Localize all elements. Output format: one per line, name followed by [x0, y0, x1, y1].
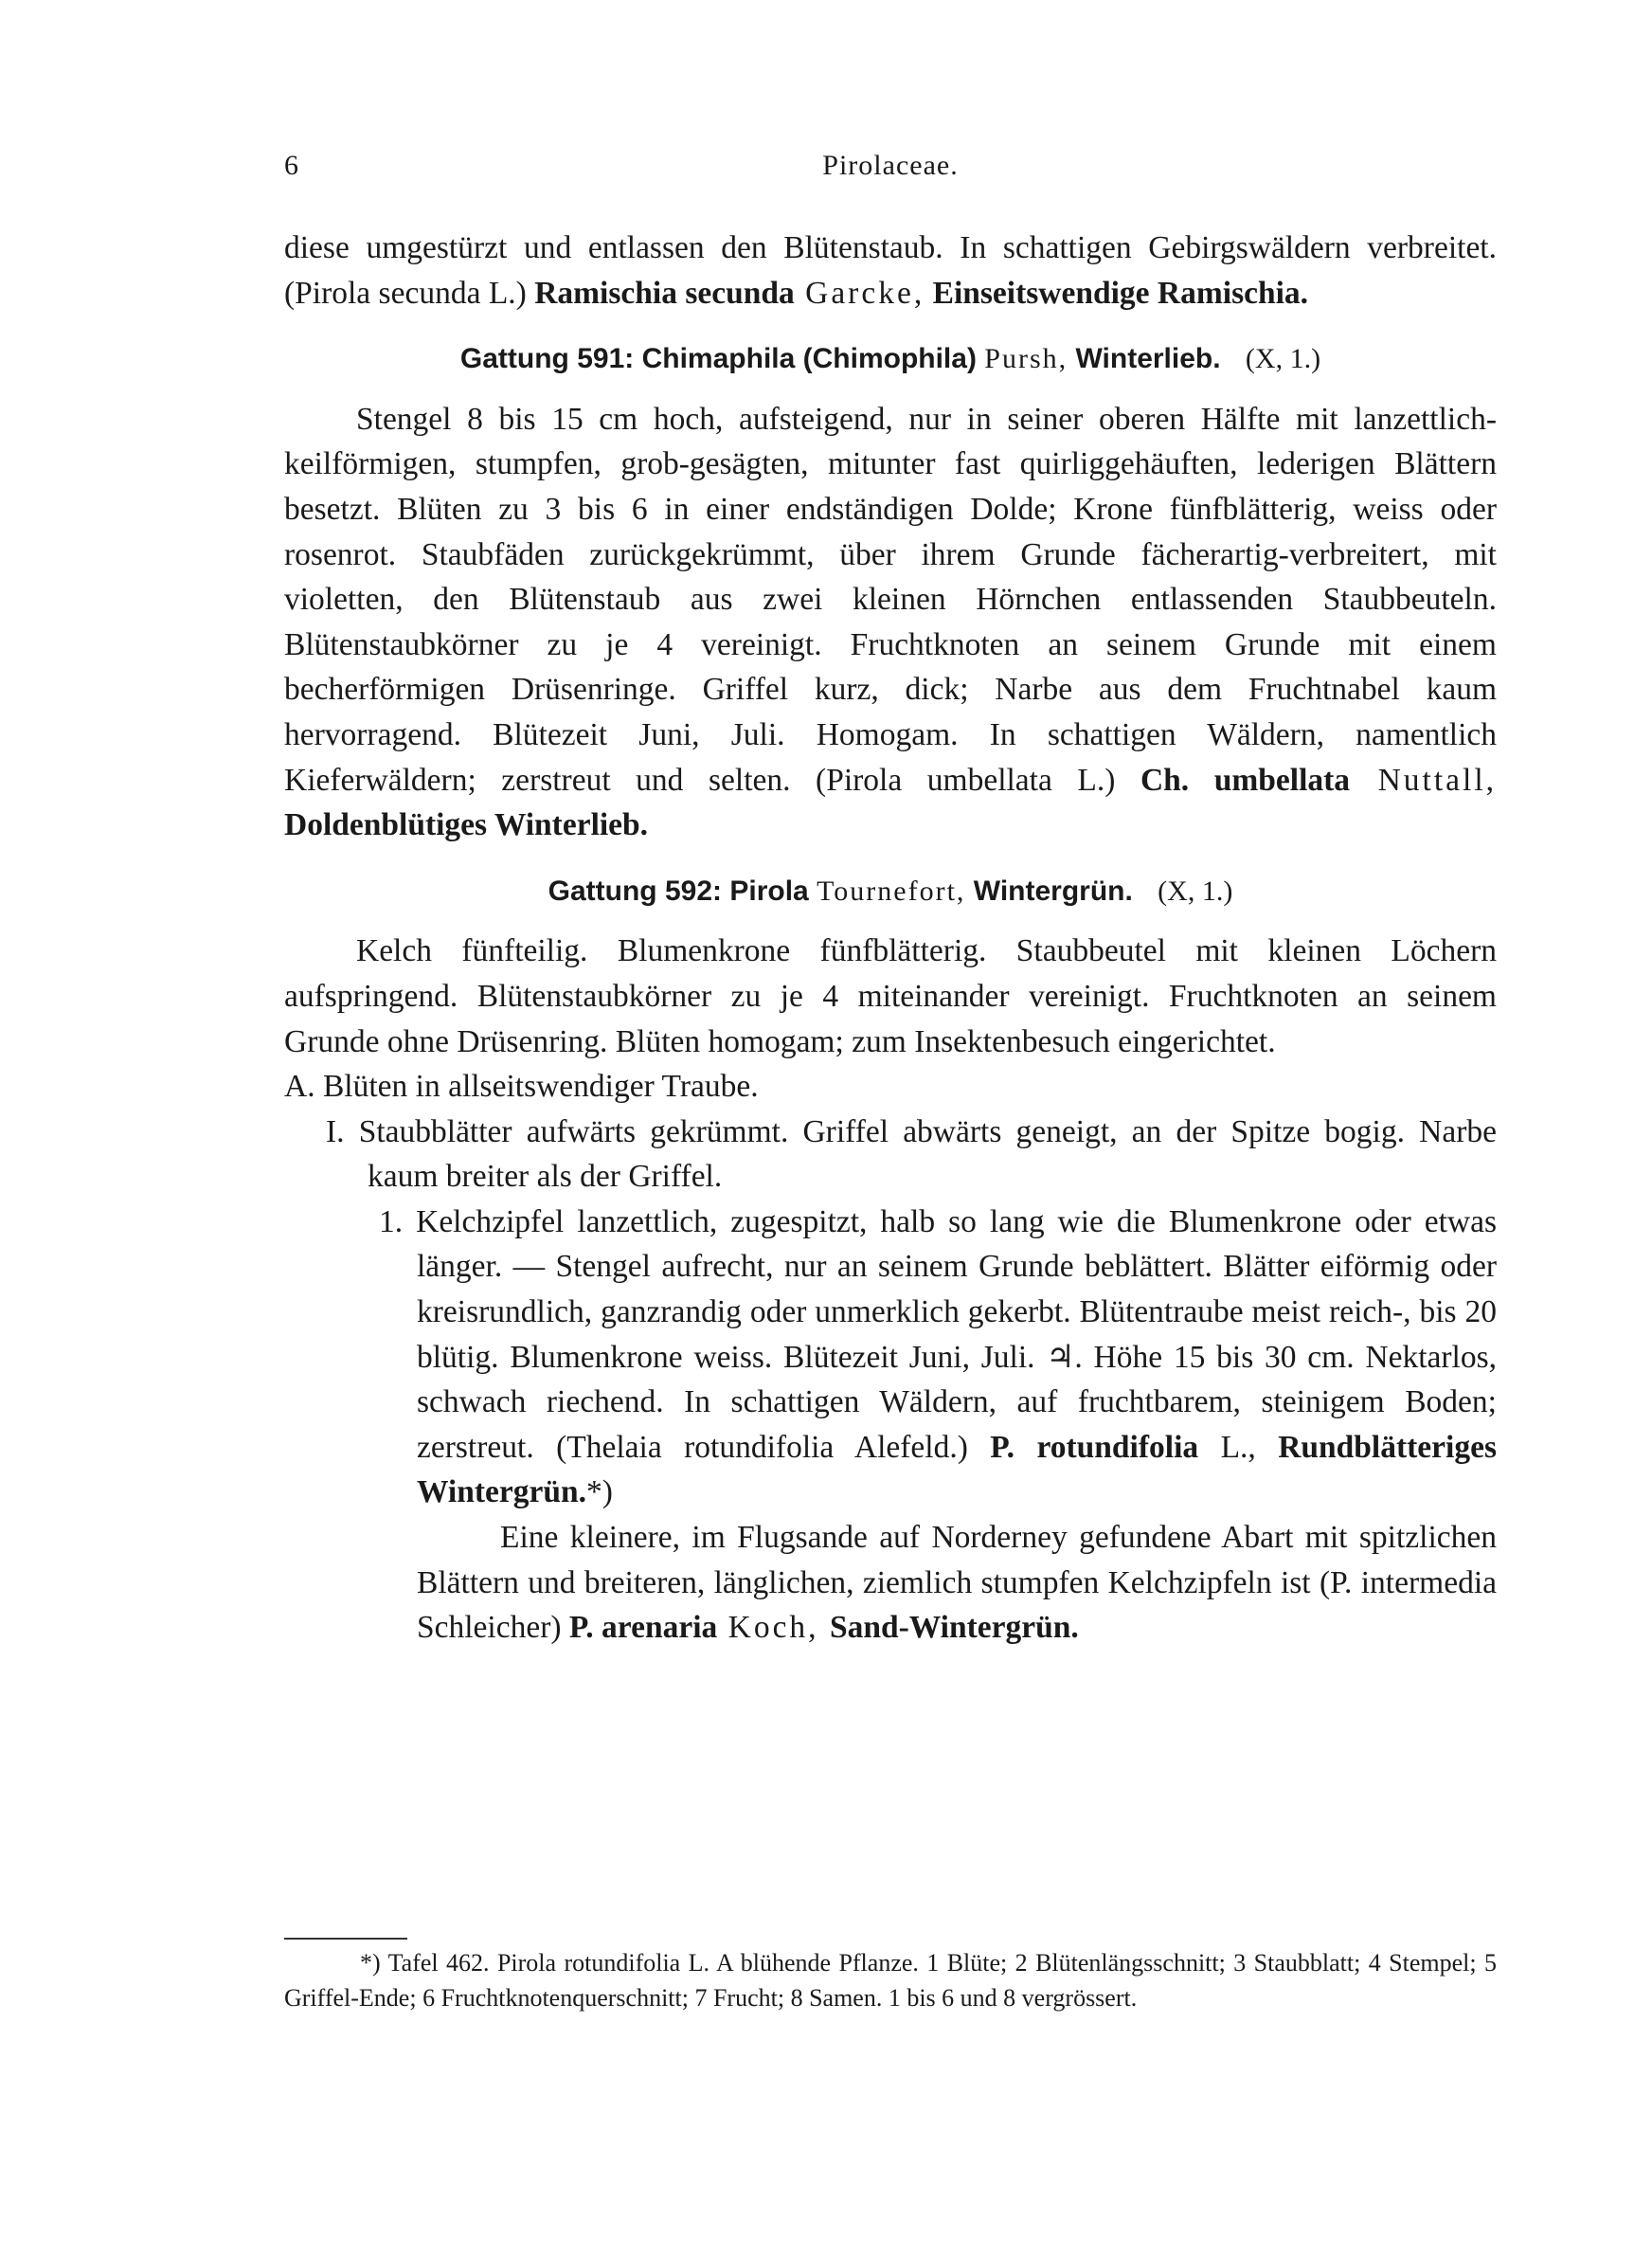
genus-name: Pirola — [729, 875, 809, 907]
genus-label: Gattung 592: — [548, 875, 723, 907]
genus-name: Chimaphila (Chimophila) — [641, 343, 977, 375]
species-name: Ramischia secunda — [534, 275, 795, 311]
key-text: 1. Kelchzipfel lanzettlich, zugespitzt, halb so lang wie die Blumenkrone oder etwas länger. — Stengel aufrecht, nur an seinem Grunde beblättert. Blätter eiförmig oder kreisrundlich, ganzrandig oder unmerklich gekerbt. Blütentraube meist reich-, bis 20 blütig. Blumenkrone weiss. Blütezeit Juni, Juli. ♃. Höhe 15 bis 30 cm. Nektarlos, schwach riechend. In schattigen Wäldern, auf fruchtbarem, steinigem Boden; zerstreut. (Thelaia rotundifolia Alefeld.) — [379, 1203, 1497, 1465]
species-author: L., — [1198, 1429, 1279, 1465]
variety-paragraph — [417, 1515, 1497, 1651]
variety-name: P. arenaria — [568, 1610, 718, 1646]
key-a: A. Blüten in allseitswendiger Traube. — [284, 1069, 759, 1105]
key-i: I. Staubblätter aufwärts gekrümmt. Griffel abwärts geneigt, an der Spitze bogig. Narbe kaum breiter als der Griffel. — [326, 1113, 1497, 1195]
variety-author: Koch, — [717, 1610, 830, 1646]
body-text — [284, 226, 1497, 1651]
species-author: Garcke, — [794, 275, 925, 311]
genus-ref: (X, 1.) — [1245, 343, 1321, 375]
common-name: Einseitswendige Ramischia. — [932, 275, 1309, 311]
variety-common-name: Sand-Wintergrün. — [829, 1610, 1079, 1646]
footnote-text: *) Tafel 462. Pirola rotundifolia L. A blühende Pflanze. 1 Blüte; 2 Blütenlängsschnitt; 3 Staubblatt; 4 Stempel; 5 Griffel-Ende; 6 Fruchtknotenquerschnitt; 7 Frucht; 8 Samen. 1 bis 6 und 8 vergrössert. — [284, 1949, 1497, 2012]
genus-author: Tournefort, — [817, 875, 966, 907]
common-name: Rundblätteriges Wintergrün. — [417, 1429, 1498, 1510]
variety-text: Eine kleinere, im Flugsande auf Norderney gefundene Abart mit spitzlichen Blättern und breiteren, länglichen, ziemlich stumpfen Kelchzipfeln ist (P. intermedia Schleicher) — [417, 1520, 1497, 1646]
species-name: Ch. umbellata — [1140, 762, 1351, 798]
species-author: Nuttall, — [1350, 762, 1497, 798]
species-name: P. rotundifolia — [990, 1429, 1199, 1465]
paragraph-ramischia — [284, 226, 1497, 316]
page-number: 6 — [284, 150, 298, 181]
paragraph-pirola: Kelch fünfteilig. Blumenkrone fünfblätterig. Staubbeutel mit kleinen Löchern aufspringend. Blütenstaubkörner zu je 4 miteinander vereinigt. Fruchtknoten an seinem Grunde ohne Drüsenring. Blüten homogam; zum Insektenbesuch eingerichtet. — [284, 933, 1497, 1059]
genus-ref: (X, 1.) — [1158, 875, 1233, 907]
genus-heading-591 — [284, 336, 1497, 382]
running-head: Pirolaceae. — [822, 150, 959, 181]
footnote-rule — [284, 1938, 407, 1940]
genus-label: Gattung 591: — [459, 343, 635, 375]
genus-heading-592 — [284, 869, 1497, 914]
common-name: Doldenblütiges Winterlieb. — [284, 807, 649, 843]
page-header — [284, 150, 1497, 197]
paragraph-text: diese umgestürzt und entlassen den Blütenstaub. In schattigen Gebirgswäldern verbreitet. (Pirola secunda L.) — [284, 230, 1497, 311]
genus-author: Pursh, — [984, 343, 1068, 375]
footnote-mark: *) — [585, 1474, 613, 1510]
paragraph-text: Stengel 8 bis 15 cm hoch, aufsteigend, nur in seiner oberen Hälfte mit lanzettlich-keilförmigen, stumpfen, grob-gesägten, mitunter fast quirliggehäuften, lederigen Blättern besetzt. Blüten zu 3 bis 6 in einer endständigen Dolde; Krone fünfblätterig, weiss oder rosenrot. Staubfäden zurückgekrümmt, über ihrem Grunde fächerartig-verbreitert, mit violetten, den Blütenstaub aus zwei kleinen Hörnchen entlassenden Staubbeuteln. Blütenstaubkörner zu je 4 vereinigt. Fruchtknoten an seinem Grunde mit einem becherförmigen Drüsenringe. Griffel kurz, dick; Narbe aus dem Fruchtnabel kaum hervorragend. Blütezeit Juni, Juli. Homogam. In schattigen Wäldern, namentlich Kieferwäldern; zerstreut und selten. (Pirola umbellata L.) — [284, 401, 1497, 798]
paragraph-chimaphila — [284, 397, 1497, 848]
genus-common-name: Wintergrün. — [973, 875, 1133, 907]
footnote — [284, 1945, 1497, 2015]
key-1 — [379, 1200, 1497, 1515]
genus-common-name: Winterlieb. — [1075, 343, 1221, 375]
